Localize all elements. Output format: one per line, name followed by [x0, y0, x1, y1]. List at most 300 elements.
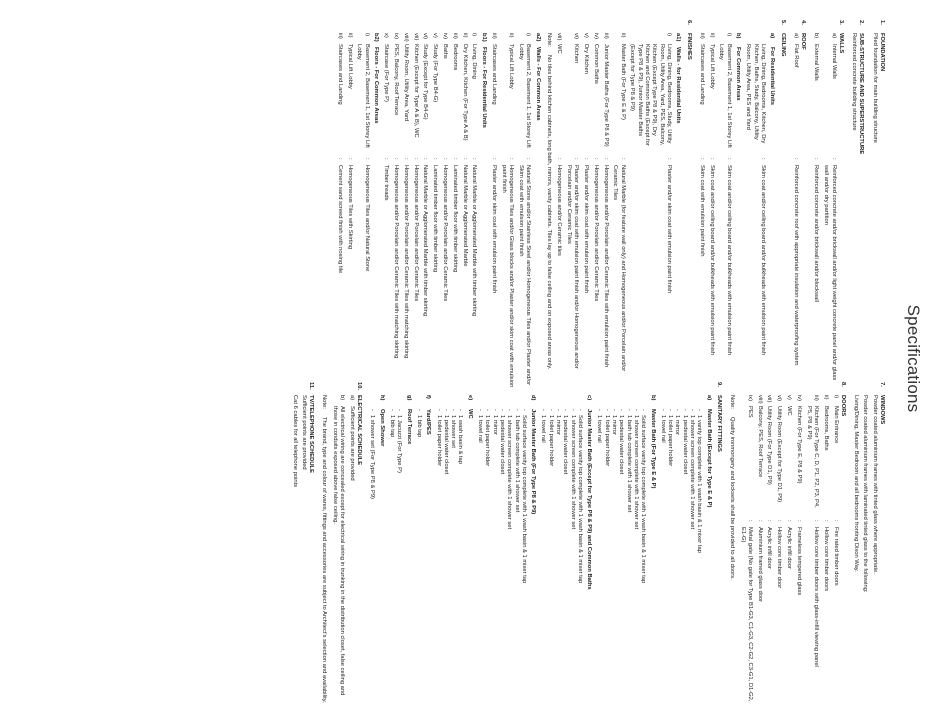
- section-text: Reinforced concrete building structure: [851, 33, 858, 131]
- item-value: Homogeneous and/or Porcelain and/or Ceramic Tiles with matching skirting: [393, 165, 400, 359]
- windows-line: Living/Dining, Master Bedroom and all bedrooms fronting Dixon Way.: [853, 395, 860, 572]
- subsection-marker: a2): [534, 33, 541, 42]
- item-label: Kitchen: [573, 44, 580, 64]
- note-label: Note:: [321, 395, 328, 409]
- item-label: Main Entrance: [832, 406, 839, 444]
- item-value: Skim coat and/or ceiling board and/or bulkheads with emulsion paint finish: [708, 165, 715, 356]
- item-colon: :: [813, 158, 820, 160]
- item-label: Dry Kitchen: [583, 44, 589, 74]
- item-colon: :: [602, 158, 609, 160]
- spec-row: [765, 395, 772, 707]
- item-colon: :: [812, 520, 819, 522]
- item-label: Staircases and Landing: [491, 44, 498, 105]
- sanitary-group-heading: [465, 395, 472, 707]
- sanitary-item-list: [659, 395, 703, 707]
- note-label: Note:: [729, 395, 736, 409]
- section-walls-heading: [837, 20, 844, 390]
- sanitary-item: - 1 towel rail: [595, 409, 602, 707]
- sanitary-item: - 1 towel rail: [539, 409, 546, 707]
- item-value: Hollow core timber doors: [822, 527, 829, 592]
- section-substructure: [850, 20, 865, 390]
- spec-row: [565, 33, 580, 390]
- item-colon: :: [346, 158, 353, 160]
- item-marker: a): [348, 395, 355, 401]
- item-label: Bedrooms, Baths: [822, 406, 829, 451]
- section-number: 1.: [879, 20, 885, 25]
- item-marker: i): [363, 33, 370, 37]
- item-label: Study (For Type B4-G): [432, 44, 439, 103]
- item-value: Fire rated timber doors: [832, 527, 839, 586]
- subsection-title: Open Shower: [378, 409, 385, 447]
- spec-row: [441, 33, 448, 390]
- spec-row: [601, 33, 608, 390]
- item-marker: vii): [766, 395, 773, 403]
- section-ceiling-heading: [778, 20, 785, 390]
- sanitary-group-heading: [529, 395, 536, 707]
- item-marker: a): [830, 33, 837, 39]
- item-colon: :: [556, 158, 563, 160]
- walls-residential-heading: [674, 33, 681, 390]
- section-title: TV/TELEPHONE SCHEDULE: [308, 395, 315, 473]
- item-colon: :: [698, 158, 705, 160]
- ceiling-common-heading: [734, 33, 741, 390]
- section-roof: [792, 20, 807, 390]
- section-sanitary-heading: [715, 382, 722, 707]
- item-label: External Walls: [813, 44, 820, 81]
- spec-row: [821, 395, 828, 707]
- section-text: Piled foundation for main building structure: [871, 33, 878, 143]
- item-marker: vi): [573, 33, 580, 40]
- section-title: CEILING: [779, 33, 786, 57]
- sanitary-item-list: [415, 395, 422, 707]
- item-value: Reinforced concrete and/or brickwall and/or light weight concrete panel and/or glass wall and/or dry partition: [823, 165, 837, 381]
- item-marker: iv): [795, 395, 802, 402]
- item-colon: :: [491, 158, 498, 160]
- item-marker: ii): [346, 33, 353, 38]
- item-marker: ix): [746, 395, 753, 402]
- spec-row: [490, 33, 497, 390]
- item-colon: :: [725, 158, 732, 160]
- item-label: Utility Room (For Type D1, P9): [766, 406, 773, 485]
- item-value: Laminated timber floor with timber skirting: [451, 165, 458, 273]
- sanitary-item: - Solid surface vanity top complete with 1 wash basin & 1 mixer tap: [576, 409, 583, 707]
- item-label: Living, Dining: [471, 44, 478, 79]
- section-title: ROOF: [800, 33, 807, 50]
- spec-row: [738, 395, 753, 707]
- subsection-marker: h): [378, 395, 385, 401]
- walls-common-heading: [533, 33, 540, 390]
- spec-row: [392, 33, 399, 390]
- section-doors-body: [728, 382, 839, 707]
- item-colon: :: [792, 158, 799, 160]
- item-label: Utility Room (Except for Type D1, P9): [776, 406, 783, 503]
- item-value: Homogeneous Tiles and/or Glass blocks and/or Plaster and/or skim coat with emulsion paint finish: [500, 165, 515, 388]
- subsection-title: Yard/PES: [425, 409, 432, 435]
- note-text: No tiles behind kitchen cabinets, long bath, mirrors, vanity cabinets. Tiles lay up to false ceiling and on exposed areas only.: [545, 55, 552, 370]
- sanitary-item: - Solid surface vanity top complete with 1 wash basin & 1 mixer tap: [639, 409, 646, 707]
- item-value: Aluminium framed glass door: [756, 527, 763, 603]
- section-number: 6.: [685, 20, 692, 25]
- sanitary-group-heading: [648, 395, 655, 707]
- subsection-marker: e): [466, 395, 473, 401]
- sanitary-item-list: [434, 395, 463, 707]
- section-title: SUB-STRUCTURE AND SUPERSTRUCTURE: [858, 33, 865, 155]
- section-substructure-body: [850, 20, 857, 390]
- section-windows-body: [852, 382, 878, 707]
- sanitary-item: - 1 pedestal water closet: [617, 409, 624, 707]
- spec-row: [707, 33, 714, 390]
- sanitary-item: - 1 bib tap: [415, 409, 422, 707]
- section-title: FOUNDATION: [879, 33, 885, 72]
- item-value: Plaster and/or skim coat with emulsion paint finish: [583, 165, 589, 294]
- item-colon: :: [832, 520, 839, 522]
- item-label: Kitchen (For Type E, P8 & P9): [795, 406, 802, 484]
- item-value: Plaster and/or skim coat with emulsion paint finish: [491, 165, 498, 294]
- sanitary-item: - 1 shower screen complete with 1 shower set: [568, 409, 575, 707]
- subsection-title: Floors - For Common Areas: [372, 47, 379, 124]
- item-colon: :: [451, 158, 458, 160]
- spec-row: [431, 33, 438, 390]
- spec-row: [451, 33, 458, 390]
- item-marker: iii): [602, 33, 609, 39]
- sanitary-item: - 1 pedestal water closet: [498, 409, 505, 707]
- section-telephone-heading: [307, 382, 314, 707]
- item-colon: :: [508, 158, 515, 160]
- subsection-marker: a): [705, 395, 712, 401]
- item-value: Homogeneous and/or Porcelain and/or Ceramic Tiles: [442, 165, 449, 302]
- spec-row: [628, 33, 672, 390]
- item-label: Kitchen (For Type C, D, P1, P2, P3, P4, P5, P8 & P9): [805, 406, 819, 508]
- item-colon: :: [393, 158, 400, 160]
- item-label: WC: [556, 44, 563, 54]
- sanitary-item-list: [368, 395, 375, 707]
- section-title: FINISHES: [685, 33, 692, 60]
- spec-row: [717, 33, 732, 390]
- item-value: Cement sand screed finish with nosing tile: [336, 165, 343, 274]
- item-value: All electrical wiring are concealed except for electrical wiring in trunking in the distribution closet, false ceiling and those in conduits exposed above false ceiling.: [331, 406, 346, 696]
- item-label: Bedrooms: [451, 44, 458, 71]
- item-value: Natural Marble (for feature wall only) and Homogeneous and/or Porcelain and/or Ceramic Tiles: [612, 165, 626, 372]
- item-label: Basement 2, Basement 1, 1st Storey Lift Lobby: [517, 44, 532, 148]
- subsection-marker: b): [735, 33, 742, 39]
- section-title: WINDOWS: [879, 395, 885, 425]
- item-marker: v): [786, 395, 793, 400]
- section-windows: [852, 382, 885, 707]
- spec-row: [460, 33, 467, 390]
- item-colon: :: [573, 158, 580, 160]
- spec-row: [831, 395, 838, 707]
- subsection-marker: b): [649, 395, 656, 401]
- subsection-title: For Common Areas: [735, 47, 742, 101]
- item-value: Natural Marble or Agglomerated Marble with timber skirting: [471, 165, 478, 317]
- item-label: Flat Roof: [792, 44, 799, 68]
- finishes-note: [545, 33, 552, 390]
- windows-line: Powder coated aluminium frames with laminated tinted glass to the following:: [862, 395, 869, 593]
- item-colon: :: [383, 158, 390, 160]
- section-number: 7.: [879, 382, 885, 387]
- sanitary-item: - 1 mirror: [610, 409, 617, 707]
- item-value: Timber treads: [383, 165, 390, 201]
- section-finishes-heading: [684, 20, 691, 390]
- spec-row: [822, 33, 837, 390]
- section-title: SANITARY FITTINGS: [715, 395, 722, 452]
- item-value: Sufficient points are provided: [348, 406, 355, 481]
- section-title: ELECTRICAL SCHEDULE: [356, 395, 363, 466]
- item-marker: iv): [592, 33, 599, 40]
- item-value: Natural Stone and/or Stainless Steel and/or Homogeneous Tiles and/or Plaster and/or Skim coat with emulsion paint finish: [517, 165, 532, 386]
- note-text: Quality ironmongery and locksets shall be provided to all doors.: [729, 417, 736, 580]
- item-value: Plaster and/or skim coat with emulsion paint finish: [665, 165, 672, 294]
- item-value: Homogeneous Tiles and/or Natural Stone: [363, 165, 370, 272]
- item-value: Skim coat and/or ceiling board and/or bulkheads with emulsion paint finish: [725, 165, 732, 356]
- section-finishes-body: [335, 20, 681, 390]
- right-column: [284, 382, 885, 707]
- item-marker: viii): [756, 395, 763, 404]
- subsection-title: Master Bath (For Type E & P): [649, 409, 656, 489]
- spec-row: [500, 33, 515, 390]
- item-marker: i): [665, 33, 672, 37]
- telephone-line: Sufficient points are provided: [300, 395, 307, 470]
- item-value: Plaster and/or skim coat with emulsion paint finish and/or Homogeneous and/or Porcelain and/or Ceramic Tiles: [565, 165, 580, 369]
- sanitary-item: - 1 shower screen complete with 1 shower set: [688, 409, 695, 707]
- item-value: Metal gate (No gate for Type B1-G3, C1-G3, C2-G2, C3-G1, D1-G2, E1-G): [739, 527, 753, 702]
- item-label: Staircases and Landing: [698, 44, 705, 105]
- spec-row: [698, 33, 705, 390]
- item-marker: ii): [619, 33, 626, 38]
- section-number: 9.: [715, 382, 722, 387]
- ceiling-residential-heading: [768, 33, 775, 390]
- item-marker: i): [832, 395, 839, 399]
- section-walls: [812, 20, 844, 390]
- section-finishes: [335, 20, 691, 390]
- section-substructure-heading: [857, 20, 864, 390]
- section-electrical-heading: [355, 382, 362, 707]
- subsection-marker: a): [769, 33, 776, 39]
- item-label: Kitchen (Except for Type A & B), WC: [412, 44, 419, 138]
- sanitary-item: - 1 shower screen complete with 1 shower set: [505, 409, 512, 707]
- item-value: Hollow core timber doors with glass-infill viewing panel: [812, 527, 819, 667]
- item-marker: vi): [776, 395, 783, 402]
- item-label: Master Bath (For Type E & P): [619, 44, 626, 120]
- sanitary-group-heading: [377, 395, 384, 707]
- spec-row: [611, 33, 626, 390]
- subsection-marker: c): [586, 395, 593, 401]
- windows-line: Powder coated aluminium frames with tinted glass where appropriate.: [871, 395, 878, 574]
- item-label: Dry Kitchen, Kitchen (For Type A & B): [461, 44, 468, 141]
- item-label: PES, Balcony, Roof Terrace: [393, 44, 400, 116]
- spec-row: [582, 33, 589, 390]
- page-title: Specifications: [904, 304, 923, 413]
- section-telephone-body: [290, 382, 307, 707]
- subsection-title: Walls - For Common Areas: [534, 47, 541, 121]
- item-label: Typical Lift Lobby: [708, 44, 715, 89]
- item-marker: iii): [451, 33, 458, 39]
- spec-row: [755, 395, 762, 707]
- item-marker: iii): [336, 33, 343, 39]
- item-marker: vi): [422, 33, 429, 40]
- item-marker: v): [583, 33, 589, 38]
- section-sanitary-body: [368, 382, 711, 707]
- sanitary-item: - 1 mirror: [673, 409, 680, 707]
- item-value: Natural Marble or Agglomerated Marble: [461, 165, 468, 267]
- subsection-title: Junior Master Bath (Except for Type P8 & P9) and Common Baths: [586, 409, 593, 590]
- item-label: Basement 2, Basement 1, 1st Storey Lift Lobby: [718, 44, 732, 148]
- note-label: Note:: [545, 33, 552, 47]
- subsection-marker: g): [405, 395, 412, 401]
- item-marker: a): [792, 33, 799, 39]
- sanitary-item-list: [539, 395, 583, 707]
- sanitary-item: - 1 toilet paper holder: [483, 409, 490, 707]
- item-colon: :: [665, 158, 672, 160]
- item-colon: :: [412, 158, 419, 160]
- spec-row: [345, 33, 352, 390]
- item-label: Living, Dining, Bedrooms, Study, Utility Room, Utility Area, Yard, PES, Balcony, Kitchen (Except Type P8 & P9), Dry Kitchen and Common Baths (Except for Type P8 & P9), Junior Master Baths (Except for Type P8 & P9): [629, 44, 672, 146]
- section-number: 10.: [356, 382, 363, 391]
- left-column: [329, 20, 885, 390]
- subsection-marker: b2): [372, 33, 379, 42]
- sanitary-item: - 1 towel rail: [659, 409, 666, 707]
- item-marker: iv): [442, 33, 449, 40]
- item-colon: :: [795, 520, 802, 522]
- section-number: 4.: [800, 20, 807, 25]
- spec-row: [812, 33, 819, 390]
- item-value: Acrylic infill door: [766, 527, 773, 569]
- subsection-title: Roof Terrace: [405, 409, 412, 445]
- subsection-marker: a1): [675, 33, 682, 42]
- item-colon: :: [422, 158, 429, 160]
- subsection-marker: d): [530, 395, 537, 401]
- sanitary-item: - 1 toilet paper holder: [603, 409, 610, 707]
- item-colon: :: [822, 520, 829, 522]
- item-colon: :: [471, 158, 478, 160]
- item-value: Laminated timber floor with timber skirting: [432, 165, 439, 273]
- item-colon: :: [708, 158, 715, 160]
- floors-common-heading: [372, 33, 379, 390]
- item-label: PES: [746, 406, 753, 418]
- spec-row: [744, 33, 766, 390]
- item-marker: vii): [556, 33, 563, 41]
- item-label: Study (Except for Type B4-G): [422, 44, 429, 120]
- item-label: Staircases and Landing: [336, 44, 343, 105]
- sanitary-item-list: [388, 395, 403, 707]
- item-marker: ii): [822, 395, 829, 400]
- item-colon: :: [786, 520, 793, 522]
- section-number: 3.: [837, 20, 844, 25]
- item-value: Reinforced concrete roof with appropriate insulation and waterproofing system: [792, 165, 799, 366]
- floors-residential-heading: [479, 33, 486, 390]
- spec-row: [470, 33, 477, 390]
- sanitary-item: - 1 shower set: [449, 409, 456, 707]
- sanitary-item: - 1 pedestal water closet: [561, 409, 568, 707]
- sanitary-item: - Solid surface vanity top complete with 1 wash basin & 1 mixer tap: [520, 409, 527, 707]
- item-colon: :: [461, 158, 468, 160]
- electrical-note: [320, 395, 327, 707]
- sanitary-item: - 1 towel rail: [476, 409, 483, 707]
- item-colon: :: [583, 158, 589, 160]
- sanitary-item: - 1 Jacuzzi (For Type P): [395, 409, 402, 707]
- sanitary-item: - 1 mirror: [554, 409, 561, 707]
- sanitary-item: - 1 vanity top complete with 1 wash basin & 1 mixer tap: [695, 409, 702, 707]
- sanitary-item: - 1 wash basin & tap: [456, 409, 463, 707]
- subsection-title: Floors - For Residential Units: [480, 47, 487, 128]
- spec-row: [411, 33, 418, 390]
- subsection-marker: f): [425, 395, 432, 399]
- item-marker: i): [725, 33, 732, 37]
- item-colon: :: [592, 158, 599, 160]
- section-doors: [728, 382, 846, 707]
- electrical-row: [331, 395, 346, 707]
- spec-row: [792, 33, 799, 390]
- section-foundation-body: [870, 20, 877, 390]
- telephone-line: Cat 6 cables for all telephone points: [291, 395, 298, 488]
- section-ceiling: [698, 20, 786, 390]
- item-label: Common Baths: [592, 44, 599, 84]
- item-marker: vii): [412, 33, 419, 41]
- sanitary-item-list: [476, 395, 527, 707]
- item-value: Hollow core timber door: [776, 527, 783, 589]
- subsection-title: Walls - for Residential Units: [675, 47, 682, 124]
- sanitary-group-heading: [424, 395, 431, 707]
- sanitary-item: - 1 bib tap: [388, 409, 395, 707]
- item-colon: :: [363, 158, 370, 160]
- sanitary-item: - 1 pedestal water closet: [442, 409, 449, 707]
- item-marker: ii): [508, 33, 515, 38]
- item-value: Skim coat and/or ceiling board and/or bulkheads with emulsion paint finish: [759, 165, 766, 356]
- item-value: Natural Marble or Agglomerated Marble with timber skirting: [422, 165, 429, 317]
- spec-row: [804, 395, 819, 707]
- doors-note: [728, 395, 735, 707]
- section-foundation: [870, 20, 885, 390]
- spec-row: [355, 33, 370, 390]
- section-roof-body: [792, 20, 799, 390]
- item-colon: :: [830, 158, 837, 160]
- spec-row: [402, 33, 409, 390]
- item-colon: :: [759, 158, 766, 160]
- item-value: Homogeneous and/or Porcelain and/or Ceramic Tiles: [592, 165, 599, 302]
- item-value: Reinforced concrete and/or brickwall and/or blockwall: [813, 165, 820, 302]
- item-label: Internal Walls: [830, 44, 837, 79]
- sanitary-item: - 1 shower screen complete with 1 shower set: [632, 409, 639, 707]
- sanitary-item: - 1 toilet paper holder: [434, 409, 441, 707]
- section-electrical-body: [320, 382, 355, 707]
- section-roof-heading: [799, 20, 806, 390]
- section-electrical: [320, 382, 362, 707]
- item-marker: b): [339, 395, 346, 401]
- sanitary-item: - 1 shower set (For Type P8 & P9): [368, 409, 375, 707]
- item-marker: v): [432, 33, 439, 38]
- subsection-title: For Residential Units: [769, 47, 776, 105]
- item-colon: :: [756, 520, 763, 522]
- item-marker: b): [813, 33, 820, 39]
- item-colon: :: [432, 158, 439, 160]
- section-ceiling-body: [698, 20, 776, 390]
- spec-row: [592, 33, 599, 390]
- section-windows-heading: [878, 382, 885, 707]
- item-value: Frameless tempered glass: [795, 527, 802, 596]
- item-marker: viii): [402, 33, 409, 42]
- item-label: Utility Room, Utility Area, Yard: [402, 44, 409, 122]
- subsection-title: WC: [466, 409, 473, 419]
- item-value: Homogeneous and/or Porcelain and/or Ceramic Tiles with emulsion paint finish: [602, 165, 609, 368]
- section-telephone: [290, 382, 314, 707]
- section-number: 5.: [779, 20, 786, 25]
- item-colon: :: [402, 158, 409, 160]
- sanitary-item: - 1 pedestal water closet: [680, 409, 687, 707]
- item-marker: ii): [461, 33, 468, 38]
- spec-row: [555, 33, 562, 390]
- item-marker: iii): [812, 395, 819, 401]
- electrical-row: [348, 395, 355, 707]
